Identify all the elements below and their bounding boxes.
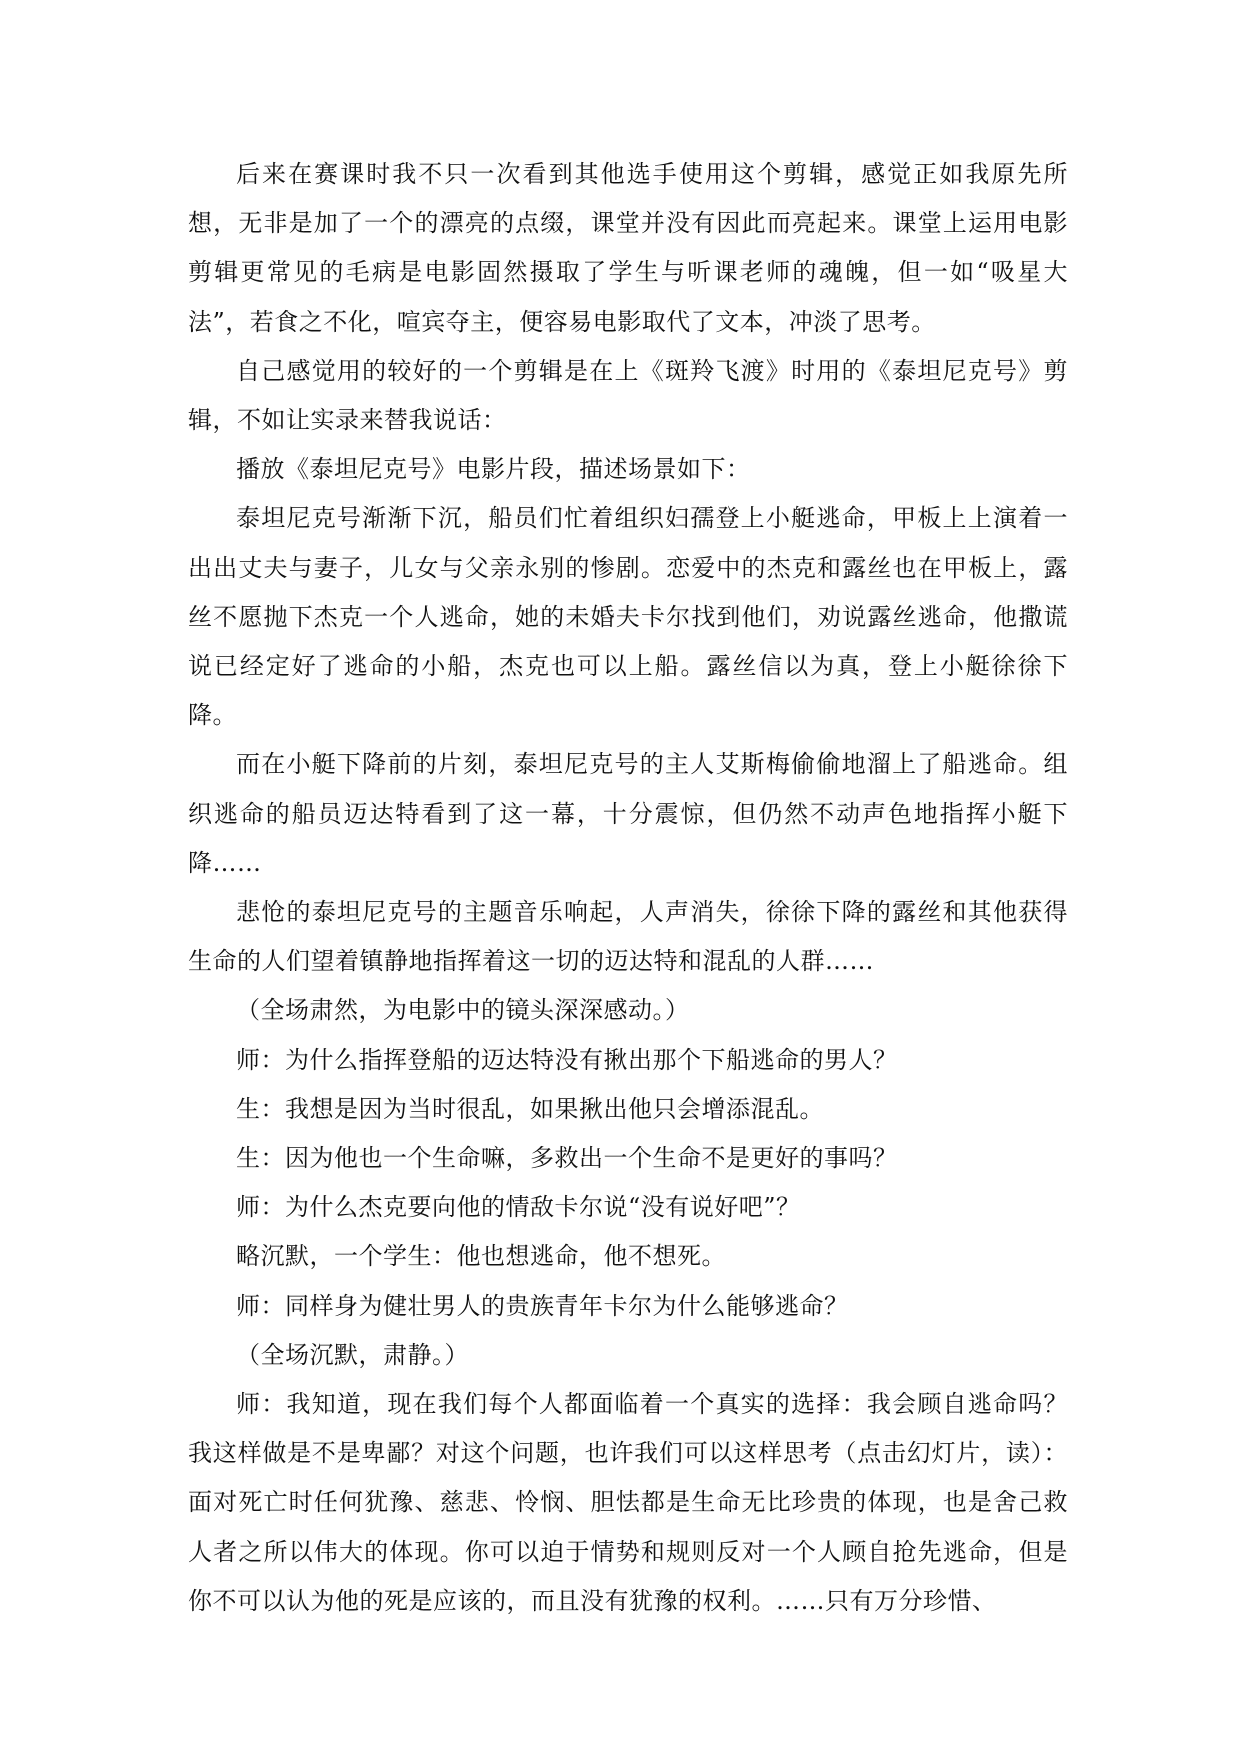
stage-direction: （全场肃然，为电影中的镜头深深感动。） xyxy=(236,996,690,1025)
dialogue-line: 师：为什么杰克要向他的情敌卡尔说“没有说好吧”？ xyxy=(236,1193,801,1222)
dialogue-line: 生：因为他也一个生命嘛，多救出一个生命不是更好的事吗？ xyxy=(236,1144,898,1173)
paragraph: 后来在赛课时我不只一次看到其他选手使用这个剪辑，感觉正如我原先所想，无非是加了一个的漂亮的点缀，课堂并没有因此而亮起来。课堂上运用电影剪辑更常见的毛病是电影固然摄取了学生与听课老师的魂魄，但一如“吸星大法”，若食之不化，喧宾夺主，便容易电影取代了文本，冲淡了思考。 xyxy=(188,160,1068,336)
document-body xyxy=(188,150,1068,1626)
dialogue-line: 师：为什么指挥登船的迈达特没有揪出那个下船逃命的男人？ xyxy=(236,1045,898,1074)
paragraph: 悲怆的泰坦尼克号的主题音乐响起，人声消失，徐徐下降的露丝和其他获得生命的人们望着镇静地指挥着这一切的迈达特和混乱的人群…… xyxy=(188,898,1068,976)
dialogue-line: 师：我知道，现在我们每个人都面临着一个真实的选择：我会顾自逃命吗？我这样做是不是卑鄙？对这个问题，也许我们可以这样思考（点击幻灯片，读）：面对死亡时任何犹豫、慈悲、怜悯、胆怯都是生命无比珍贵的体现，也是舍己救人者之所以伟大的体现。你可以迫于情势和规则反对一个人顾自抢先逃命，但是你不可以认为他的死是应该的，而且没有犹豫的权利。……只有万分珍惜、 xyxy=(188,1390,1068,1615)
dialogue-line: 生：我想是因为当时很乱，如果揪出他只会增添混乱。 xyxy=(236,1094,824,1123)
paragraph: 自己感觉用的较好的一个剪辑是在上《斑羚飞渡》时用的《泰坦尼克号》剪辑，不如让实录来替我说话： xyxy=(188,356,1068,435)
paragraph: 播放《泰坦尼克号》电影片段，描述场景如下： xyxy=(236,455,751,484)
paragraph: 而在小艇下降前的片刻，泰坦尼克号的主人艾斯梅偷偷地溜上了船逃命。组织逃命的船员迈达特看到了这一幕，十分震惊，但仍然不动声色地指挥小艇下降…… xyxy=(188,750,1068,877)
stage-direction: （全场沉默，肃静。） xyxy=(236,1340,469,1369)
dialogue-line: 略沉默，一个学生：他也想逃命，他不想死。 xyxy=(236,1242,726,1271)
dialogue-line: 师：同样身为健壮男人的贵族青年卡尔为什么能够逃命？ xyxy=(236,1291,849,1320)
paragraph: 泰坦尼克号渐渐下沉，船员们忙着组织妇孺登上小艇逃命，甲板上上演着一出出丈夫与妻子，儿女与父亲永别的惨剧。恋爱中的杰克和露丝也在甲板上，露丝不愿抛下杰克一个人逃命，她的未婚夫卡尔找到他们，劝说露丝逃命，他撒谎说已经定好了逃命的小船，杰克也可以上船。露丝信以为真，登上小艇徐徐下降。 xyxy=(188,504,1068,730)
